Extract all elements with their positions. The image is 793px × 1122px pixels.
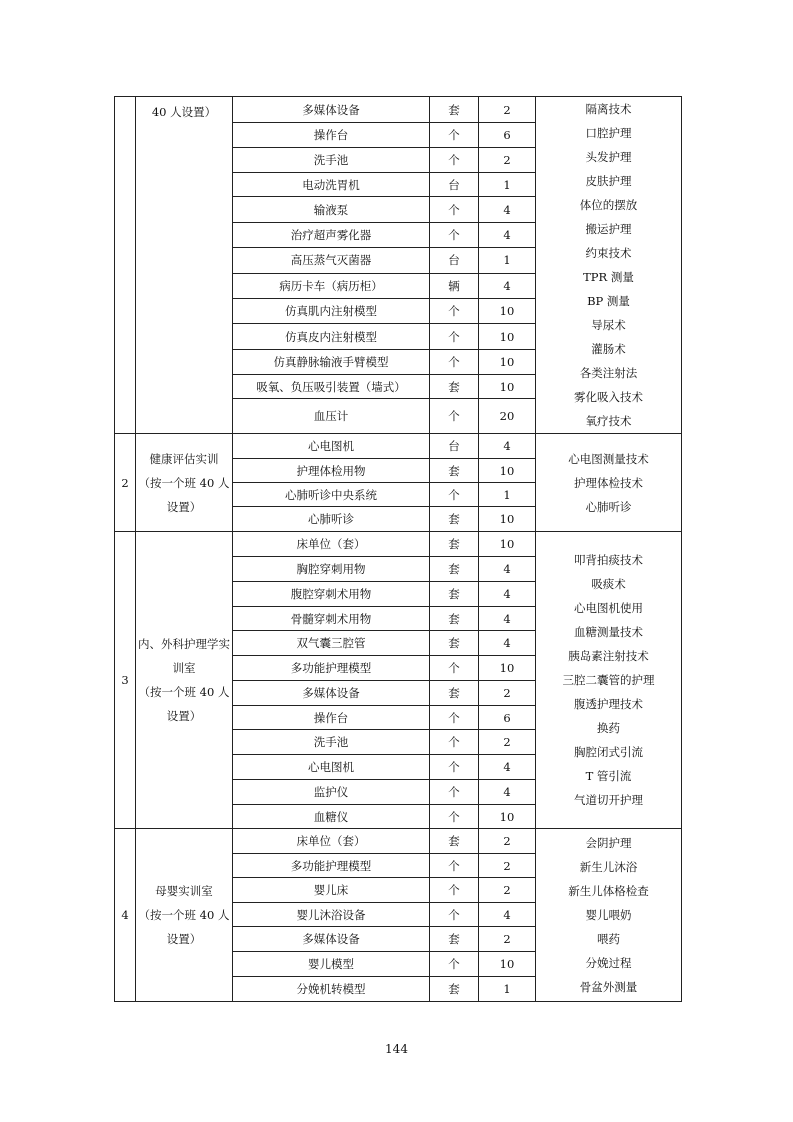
training-room-line: 健康评估实训 — [149, 451, 219, 466]
equipment-unit: 套 — [430, 927, 479, 952]
training-skill: 隔离技术 — [585, 102, 632, 116]
equipment-name: 仿真肌内注射模型 — [233, 298, 430, 323]
equipment-unit: 个 — [430, 298, 479, 323]
equipment-unit: 套 — [430, 459, 479, 483]
equipment-name: 吸氧、负压吸引装置（墙式） — [233, 375, 430, 399]
equipment-name: 监护仪 — [233, 780, 430, 805]
training-skill: 雾化吸入技术 — [574, 390, 643, 404]
training-skill: TPR 测量 — [583, 270, 634, 284]
training-skill: 喂药 — [597, 932, 620, 946]
equipment-name: 骨髓穿刺术用物 — [233, 607, 430, 631]
equipment-quantity: 4 — [479, 197, 536, 222]
equipment-unit: 个 — [430, 952, 479, 977]
training-skill: 导尿术 — [591, 318, 626, 332]
section-number: 4 — [115, 829, 136, 1002]
equipment-name: 血糖仪 — [233, 805, 430, 829]
table-row — [115, 532, 682, 557]
training-skill: 心电图测量技术 — [568, 451, 649, 466]
equipment-quantity: 4 — [479, 273, 536, 298]
equipment-unit: 个 — [430, 324, 479, 349]
training-room-line: （按一个班 40 人 — [138, 685, 230, 699]
training-room-cell — [136, 434, 233, 532]
equipment-quantity: 4 — [479, 755, 536, 780]
training-skills-cell — [536, 434, 682, 532]
equipment-unit: 个 — [430, 123, 479, 147]
training-skill: 口腔护理 — [585, 126, 632, 140]
equipment-name: 操作台 — [233, 706, 430, 730]
training-skill: 皮肤护理 — [585, 174, 632, 188]
equipment-quantity: 20 — [479, 399, 536, 434]
equipment-name: 护理体检用物 — [233, 459, 430, 483]
training-room-line: 训室 — [172, 661, 196, 675]
equipment-quantity: 2 — [479, 878, 536, 903]
equipment-quantity: 1 — [479, 483, 536, 507]
training-skills-cell — [536, 97, 682, 434]
equipment-name: 多媒体设备 — [233, 927, 430, 952]
equipment-name: 心肺听诊 — [233, 507, 430, 532]
equipment-unit: 台 — [430, 434, 479, 459]
equipment-name: 多功能护理模型 — [233, 854, 430, 878]
equipment-name: 洗手池 — [233, 730, 430, 755]
equipment-quantity: 4 — [479, 557, 536, 582]
training-skill: 约束技术 — [585, 246, 632, 260]
table-row — [115, 97, 682, 123]
training-room-cell — [136, 532, 233, 829]
equipment-quantity: 2 — [479, 854, 536, 878]
equipment-unit: 个 — [430, 222, 479, 247]
equipment-quantity: 2 — [479, 730, 536, 755]
training-skill: 胸腔闭式引流 — [574, 745, 643, 759]
training-room-line: 40 人设置） — [151, 105, 217, 119]
training-skill: 氧疗技术 — [585, 414, 632, 428]
training-skill: T 管引流 — [585, 769, 632, 783]
equipment-unit: 套 — [430, 977, 479, 1002]
equipment-quantity: 1 — [479, 173, 536, 197]
training-room-cell — [136, 829, 233, 1002]
section-number — [115, 97, 136, 434]
training-room-line: 设置） — [166, 709, 202, 723]
equipment-quantity: 1 — [479, 248, 536, 273]
equipment-unit: 个 — [430, 349, 479, 374]
equipment-name: 治疗超声雾化器 — [233, 222, 430, 247]
equipment-unit: 套 — [430, 681, 479, 706]
equipment-name: 输液泵 — [233, 197, 430, 222]
training-skill: 吸痰术 — [591, 577, 626, 591]
training-skill: 腹透护理技术 — [574, 697, 643, 711]
equipment-name: 床单位（套） — [233, 532, 430, 557]
equipment-unit: 个 — [430, 483, 479, 507]
training-room-cell — [136, 97, 233, 434]
training-skill: 换药 — [597, 721, 620, 735]
equipment-name: 病历卡车（病历柜） — [233, 273, 430, 298]
equipment-unit: 辆 — [430, 273, 479, 298]
equipment-name: 双气囊三腔管 — [233, 631, 430, 656]
training-skill: 婴儿喂奶 — [585, 908, 632, 922]
equipment-quantity: 10 — [479, 532, 536, 557]
training-skill: 分娩过程 — [585, 956, 632, 970]
equipment-unit: 个 — [430, 147, 479, 172]
equipment-unit: 个 — [430, 706, 479, 730]
equipment-unit: 个 — [430, 656, 479, 681]
equipment-unit: 个 — [430, 197, 479, 222]
equipment-name: 仿真皮内注射模型 — [233, 324, 430, 349]
training-skills-cell — [536, 532, 682, 829]
training-skill: 血糖测量技术 — [574, 625, 643, 639]
equipment-unit: 个 — [430, 755, 479, 780]
equipment-quantity: 1 — [479, 977, 536, 1002]
training-skill: 胰岛素注射技术 — [568, 649, 649, 663]
equipment-quantity: 10 — [479, 507, 536, 532]
training-skill: BP 测量 — [587, 294, 630, 308]
equipment-unit: 套 — [430, 582, 479, 607]
equipment-name: 仿真静脉输液手臂模型 — [233, 349, 430, 374]
equipment-name: 腹腔穿刺术用物 — [233, 582, 430, 607]
training-room-line: 设置） — [166, 932, 202, 946]
equipment-name: 分娩机转模型 — [233, 977, 430, 1002]
training-skill: 搬运护理 — [585, 222, 632, 236]
equipment-quantity: 10 — [479, 298, 536, 323]
equipment-unit: 套 — [430, 631, 479, 656]
equipment-quantity: 10 — [479, 324, 536, 349]
training-skill: 体位的摆放 — [579, 198, 638, 212]
equipment-table — [114, 96, 682, 1002]
equipment-quantity: 10 — [479, 656, 536, 681]
equipment-quantity: 2 — [479, 147, 536, 172]
equipment-unit: 个 — [430, 805, 479, 829]
training-skill: 叩背拍痰技术 — [574, 553, 643, 567]
training-skills-cell — [536, 829, 682, 1002]
equipment-unit: 套 — [430, 375, 479, 399]
training-skill: 心肺听诊 — [585, 499, 632, 514]
equipment-unit: 个 — [430, 854, 479, 878]
training-skill: 三腔二囊管的护理 — [562, 673, 655, 687]
equipment-unit: 套 — [430, 829, 479, 854]
training-skill: 会阴护理 — [585, 836, 632, 850]
equipment-quantity: 4 — [479, 780, 536, 805]
training-skill: 灌肠术 — [591, 342, 626, 356]
training-skill: 各类注射法 — [579, 366, 638, 380]
training-skill: 骨盆外测量 — [579, 980, 638, 994]
equipment-quantity: 4 — [479, 631, 536, 656]
page-number: 144 — [385, 1042, 408, 1056]
equipment-quantity: 10 — [479, 349, 536, 374]
equipment-quantity: 6 — [479, 706, 536, 730]
equipment-name: 血压计 — [233, 399, 430, 434]
table-row — [115, 829, 682, 854]
equipment-unit: 套 — [430, 97, 479, 123]
equipment-name: 胸腔穿刺用物 — [233, 557, 430, 582]
equipment-quantity: 10 — [479, 459, 536, 483]
equipment-quantity: 10 — [479, 375, 536, 399]
equipment-name: 多媒体设备 — [233, 97, 430, 123]
equipment-name: 心肺听诊中央系统 — [233, 483, 430, 507]
equipment-name: 高压蒸气灭菌器 — [233, 248, 430, 273]
equipment-unit: 台 — [430, 173, 479, 197]
training-skill: 新生儿体格检查 — [568, 884, 649, 898]
section-number: 3 — [115, 532, 136, 829]
equipment-quantity: 10 — [479, 952, 536, 977]
equipment-name: 操作台 — [233, 123, 430, 147]
equipment-quantity: 10 — [479, 805, 536, 829]
training-skill: 头发护理 — [585, 150, 632, 164]
equipment-name: 洗手池 — [233, 147, 430, 172]
equipment-name: 多功能护理模型 — [233, 656, 430, 681]
equipment-quantity: 2 — [479, 829, 536, 854]
equipment-unit: 个 — [430, 730, 479, 755]
table-row — [115, 434, 682, 459]
equipment-unit: 个 — [430, 903, 479, 927]
equipment-name: 心电图机 — [233, 434, 430, 459]
equipment-quantity: 6 — [479, 123, 536, 147]
equipment-name: 婴儿模型 — [233, 952, 430, 977]
training-skill: 护理体检技术 — [574, 475, 643, 490]
equipment-quantity: 4 — [479, 607, 536, 631]
equipment-unit: 套 — [430, 607, 479, 631]
equipment-quantity: 4 — [479, 434, 536, 459]
section-number: 2 — [115, 434, 136, 532]
equipment-name: 电动洗胃机 — [233, 173, 430, 197]
training-skill: 新生儿沐浴 — [579, 860, 638, 874]
training-room-line: （按一个班 40 人 — [138, 475, 230, 490]
table-body — [115, 97, 682, 1002]
equipment-unit: 个 — [430, 399, 479, 434]
training-room-line: 母婴实训室 — [155, 884, 213, 898]
training-room-line: 内、外科护理学实 — [138, 637, 230, 651]
training-room-line: 设置） — [166, 499, 202, 514]
equipment-unit: 个 — [430, 780, 479, 805]
equipment-unit: 个 — [430, 878, 479, 903]
equipment-quantity: 4 — [479, 222, 536, 247]
equipment-name: 床单位（套） — [233, 829, 430, 854]
equipment-quantity: 4 — [479, 903, 536, 927]
equipment-quantity: 2 — [479, 927, 536, 952]
equipment-name: 多媒体设备 — [233, 681, 430, 706]
equipment-quantity: 4 — [479, 582, 536, 607]
equipment-unit: 套 — [430, 557, 479, 582]
equipment-quantity: 2 — [479, 681, 536, 706]
training-skill: 心电图机使用 — [574, 601, 643, 615]
equipment-name: 心电图机 — [233, 755, 430, 780]
equipment-unit: 套 — [430, 532, 479, 557]
training-skill: 气道切开护理 — [574, 793, 643, 807]
equipment-name: 婴儿沐浴设备 — [233, 903, 430, 927]
equipment-unit: 台 — [430, 248, 479, 273]
equipment-name: 婴儿床 — [233, 878, 430, 903]
equipment-quantity: 2 — [479, 97, 536, 123]
equipment-unit: 套 — [430, 507, 479, 532]
training-room-line: （按一个班 40 人 — [138, 908, 230, 922]
